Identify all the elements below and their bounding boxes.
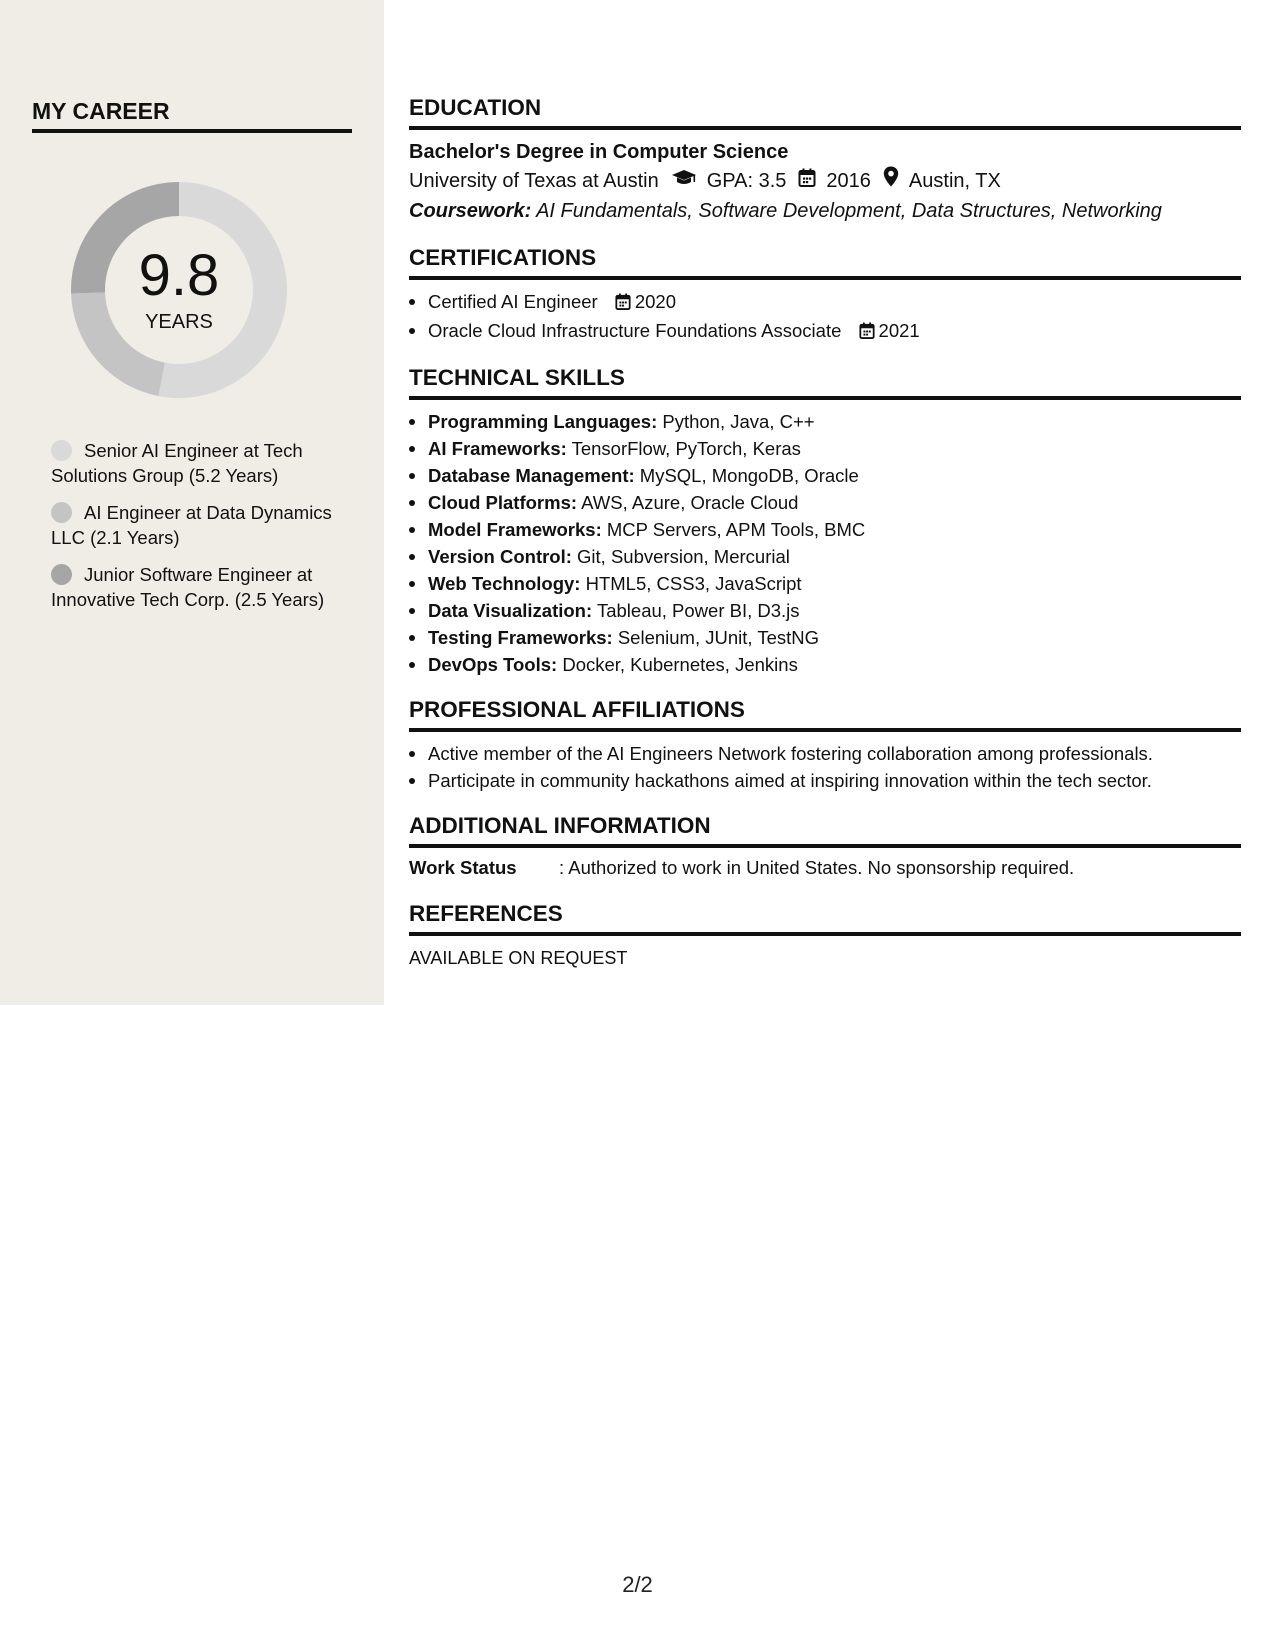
page-indicator: 2/2 [622,1572,653,1597]
skill-value: Git, Subversion, Mercurial [577,546,790,567]
skill-value: TensorFlow, PyTorch, Keras [571,438,801,459]
references-section [409,900,1241,972]
calendar-icon [798,166,816,196]
skills-list [409,408,1241,678]
references-text: AVAILABLE ON REQUEST [409,948,628,968]
education-section [409,94,1241,226]
skill-label: DevOps Tools: [428,654,558,675]
career-donut-chart [66,177,292,403]
certifications-list [409,288,1241,346]
total-years-unit: YEARS [145,311,213,333]
section-title: TECHNICAL SKILLS [409,365,625,390]
skill-label: Database Management: [428,465,635,486]
skill-value: MySQL, MongoDB, Oracle [639,465,859,486]
career-legend [51,438,351,624]
certification-name: Certified AI Engineer [428,291,598,312]
skill-value: Tableau, Power BI, D3.js [596,600,800,621]
skill-label: Web Technology: [428,573,581,594]
work-status-value: : Authorized to work in United States. No sponsorship required. [559,857,1075,878]
list-item [409,624,1241,651]
list-item [409,489,1241,516]
total-years-value: 9.8 [138,243,220,308]
legend-item [51,562,351,612]
list-item [409,543,1241,570]
legend-item [51,500,351,550]
section-rule [409,396,1241,400]
certifications-section [409,244,1241,346]
list-item [409,462,1241,489]
section-rule [409,728,1241,732]
skill-label: Version Control: [428,546,572,567]
legend-label: Junior Software Engineer at Innovative Tech Corp. (2.5 Years) [51,564,325,610]
technical-skills-section [409,364,1241,678]
career-title: MY CAREER [32,98,170,124]
section-title: EDUCATION [409,95,542,120]
list-item [409,597,1241,624]
section-rule [409,126,1241,130]
degree-name: Bachelor's Degree in Computer Science [409,141,789,163]
list-item [409,408,1241,435]
resume-main [409,94,1241,990]
section-title: REFERENCES [409,901,563,926]
list-item [409,435,1241,462]
skill-value: AWS, Azure, Oracle Cloud [581,492,799,513]
donut-center [66,177,292,403]
list-item [409,317,1241,346]
career-sidebar [0,0,384,1005]
skill-label: Programming Languages: [428,411,658,432]
calendar-icon [615,290,631,317]
school-location: Austin, TX [908,170,1001,192]
section-rule [409,932,1241,936]
skill-label: Cloud Platforms: [428,492,578,513]
section-title: ADDITIONAL INFORMATION [409,813,711,838]
skill-value: Python, Java, C++ [662,411,815,432]
legend-dot [51,502,72,523]
skill-label: Data Visualization: [428,600,593,621]
professional-affiliations-section [409,696,1241,794]
section-title: PROFESSIONAL AFFILIATIONS [409,697,745,722]
skill-label: Model Frameworks: [428,519,602,540]
skill-value: Selenium, JUnit, TestNG [617,627,820,648]
calendar-icon [859,319,875,346]
legend-dot [51,564,72,585]
graduation-cap-icon [671,166,697,196]
list-item [409,570,1241,597]
certification-year: 2020 [634,291,676,312]
skill-value: MCP Servers, APM Tools, BMC [606,519,866,540]
legend-item [51,438,351,488]
certification-year: 2021 [878,320,920,341]
education-meta [409,166,1241,196]
skill-label: Testing Frameworks: [428,627,613,648]
coursework-label: Coursework: [409,200,532,222]
legend-dot [51,440,72,461]
section-rule [409,276,1241,280]
coursework [409,196,1241,226]
additional-information-section [409,812,1241,882]
legend-label: Senior AI Engineer at Tech Solutions Group (5.2 Years) [51,440,303,486]
work-status-label: Work Status [409,857,517,878]
legend-label: AI Engineer at Data Dynamics LLC (2.1 Years) [51,502,332,548]
career-title-rule [32,129,352,133]
list-item: Participate in community hackathons aimed at inspiring innovation within the tech sector. [409,767,1241,794]
affiliations-list [409,740,1241,794]
certification-name: Oracle Cloud Infrastructure Foundations Associate [428,320,842,341]
list-item [409,288,1241,317]
section-rule [409,844,1241,848]
school-name: University of Texas at Austin [409,170,659,192]
section-title: CERTIFICATIONS [409,245,597,270]
skill-value: Docker, Kubernetes, Jenkins [562,654,798,675]
coursework-list: AI Fundamentals, Software Development, Data Structures, Networking [536,200,1162,222]
gpa: GPA: 3.5 [706,170,787,192]
list-item [409,651,1241,678]
work-status-row [409,854,1241,882]
graduation-year: 2016 [826,170,871,192]
list-item: Active member of the AI Engineers Network fostering collaboration among professionals. [409,740,1241,767]
map-pin-icon [883,166,899,196]
skill-label: AI Frameworks: [428,438,567,459]
skill-value: HTML5, CSS3, JavaScript [585,573,802,594]
list-item [409,516,1241,543]
